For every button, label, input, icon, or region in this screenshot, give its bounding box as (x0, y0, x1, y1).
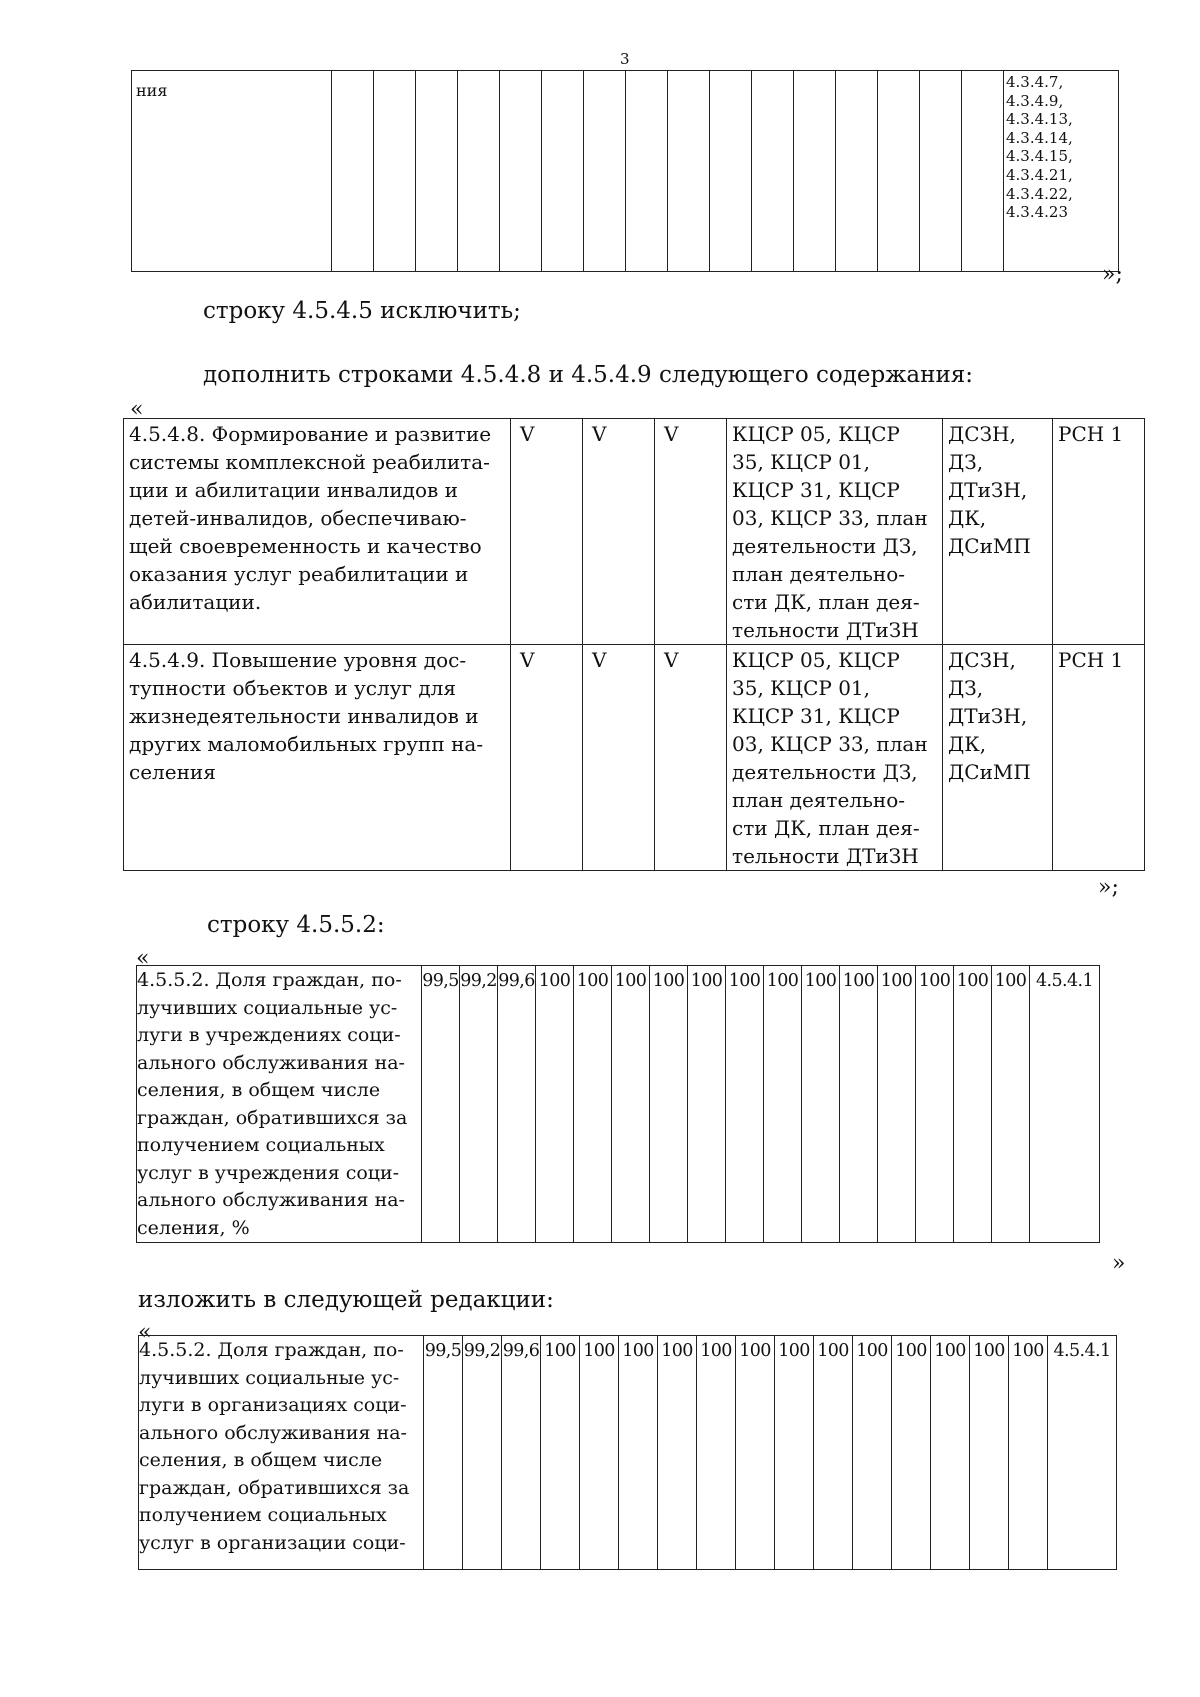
value-cell: 100 (892, 1336, 931, 1570)
value-cell: 100 (992, 966, 1030, 1243)
reference-line: 4.3.4.14, (1006, 128, 1073, 147)
measures-table (123, 418, 1145, 871)
text-line: луги в организациях соци- (139, 1394, 407, 1416)
reference-line: 4.3.4.7, (1006, 73, 1064, 91)
text-line: лучивших социальные ус- (139, 1366, 400, 1389)
table-row (124, 419, 1145, 645)
mark-cell: V (583, 645, 655, 871)
value-cell: 100 (612, 966, 650, 1243)
value-cell: 100 (840, 966, 878, 1243)
empty-cell (458, 71, 500, 272)
text-line: ального обслуживания на- (139, 1421, 407, 1444)
page-number: 3 (620, 50, 630, 68)
executors-cell (943, 419, 1053, 645)
text-line: тельности ДТиЗН (732, 618, 919, 642)
empty-cell (416, 71, 458, 272)
indicator-description-cell (139, 1336, 424, 1570)
reference-cell: 4.5.4.1 (1030, 966, 1100, 1243)
text-line: граждан, обратившихся за (139, 1476, 410, 1499)
mark-cell: V (655, 419, 727, 645)
text-line: ции и абилитации инвалидов и (129, 478, 458, 502)
value-cell: 100 (802, 966, 840, 1243)
paragraph-add: дополнить строками 4.5.4.8 и 4.5.4.9 следующего содержания: (203, 362, 974, 388)
text-line: ДСиМП (948, 534, 1031, 558)
value-cell: 100 (775, 1336, 814, 1570)
value-cell: 99,2 (460, 966, 498, 1243)
paragraph-exclude: строку 4.5.4.5 исключить; (203, 298, 521, 324)
text-line: луги в учреждениях соци- (137, 1024, 401, 1046)
reference-line: 4.3.4.9, (1006, 91, 1064, 110)
value-cell: 100 (658, 1336, 697, 1570)
text-line: 4.5.5.2. Доля граждан, по- (139, 1339, 404, 1361)
paragraph-edit: изложить в следующей редакции: (138, 1287, 554, 1313)
executors-cell (943, 645, 1053, 871)
reference-line: 4.3.4.21, (1006, 165, 1073, 184)
value-cell: 100 (736, 1336, 775, 1570)
text-line: ДСЗН, (948, 648, 1016, 672)
text-line: ального обслуживания на- (137, 1051, 405, 1074)
value-cell: 100 (580, 1336, 619, 1570)
text-line: детей-инвалидов, обеспечиваю- (129, 506, 467, 530)
text-line: деятельности ДЗ, (732, 534, 918, 558)
empty-cell (626, 71, 668, 272)
table-row (137, 966, 1100, 1243)
text-line: сти ДК, план дея- (732, 816, 920, 840)
text-line: лучивших социальные ус- (137, 996, 398, 1019)
text-line: получением социальных (139, 1504, 387, 1526)
empty-cell (920, 71, 962, 272)
text-line: КЦСР 05, КЦСР (732, 422, 900, 446)
text-line: 4.5.4.8. Формирование и развитие (129, 422, 492, 446)
text-line: ДЗ, (948, 450, 984, 474)
measure-description-cell (124, 645, 511, 871)
mark-cell: V (511, 645, 583, 871)
text-line: получением социальных (137, 1134, 385, 1156)
documents-cell (727, 645, 943, 871)
mark-cell: V (511, 419, 583, 645)
value-cell: 100 (814, 1336, 853, 1570)
value-cell: 100 (726, 966, 764, 1243)
value-cell: 100 (878, 966, 916, 1243)
value-cell: 100 (619, 1336, 658, 1570)
empty-cell (374, 71, 416, 272)
value-cell: 100 (536, 966, 574, 1243)
text-line: тельности ДТиЗН (732, 844, 919, 868)
opening-quote: « (130, 397, 144, 422)
text-line: других маломобильных групп на- (129, 732, 484, 756)
empty-cell (584, 71, 626, 272)
value-cell: 100 (650, 966, 688, 1243)
text-line: щей своевременность и качество (129, 534, 482, 558)
opening-quote: « (138, 1320, 152, 1345)
text-line: ДТиЗН, (948, 704, 1028, 728)
value-cell: 99,5 (422, 966, 460, 1243)
indicator-table-new (138, 1335, 1117, 1570)
mark-cell: V (583, 419, 655, 645)
empty-cell (752, 71, 794, 272)
text-line: граждан, обратившихся за (137, 1106, 408, 1129)
opening-quote: « (136, 946, 150, 971)
reference-line: 4.3.4.23 (1006, 203, 1069, 222)
text-line: КЦСР 31, КЦСР (732, 478, 900, 502)
text-line: селения, % (137, 1216, 250, 1239)
measure-description-cell (124, 419, 511, 645)
value-cell: 100 (764, 966, 802, 1243)
text-line: услуг в учреждения соци- (137, 1161, 400, 1184)
text-line: селения (129, 760, 216, 784)
closing-quote: »; (1102, 262, 1123, 287)
mark-cell: V (655, 645, 727, 871)
value-cell: 100 (1009, 1336, 1048, 1570)
reference-cell: 4.5.4.1 (1048, 1336, 1117, 1570)
code-cell: РСН 1 (1053, 419, 1145, 645)
text-line: 4.5.5.2. Доля граждан, по- (137, 969, 402, 991)
empty-cell (962, 71, 1004, 272)
value-cell: 100 (688, 966, 726, 1243)
text-line: услуг в организации соци- (139, 1531, 406, 1554)
empty-cell (542, 71, 584, 272)
continuation-table (131, 70, 1119, 272)
continuation-text-cell: ния (132, 71, 332, 272)
text-line: ДСиМП (948, 760, 1031, 784)
text-line: системы комплексной реабилита- (129, 450, 490, 474)
reference-line: 4.3.4.13, (1006, 110, 1073, 129)
text-line: КЦСР 05, КЦСР (732, 648, 900, 672)
empty-cell (332, 71, 374, 272)
table-row (139, 1336, 1117, 1570)
table-row (124, 645, 1145, 871)
text-line: 03, КЦСР 33, план (732, 506, 928, 530)
value-cell: 100 (697, 1336, 736, 1570)
closing-quote: »; (1098, 875, 1119, 900)
indicator-description-cell (137, 966, 422, 1243)
text-line: селения, в общем числе (137, 1079, 381, 1101)
value-cell: 100 (954, 966, 992, 1243)
text-line: ДТиЗН, (948, 478, 1028, 502)
value-cell: 99,6 (502, 1336, 541, 1570)
value-cell: 99,5 (424, 1336, 463, 1570)
text-line: ального обслуживания на- (137, 1189, 405, 1211)
text-line: 35, КЦСР 01, (732, 450, 871, 474)
value-cell: 99,6 (498, 966, 536, 1243)
reference-line: 4.3.4.15, (1006, 147, 1073, 166)
table-row (132, 71, 1119, 272)
value-cell: 100 (574, 966, 612, 1243)
empty-cell (878, 71, 920, 272)
documents-cell (727, 419, 943, 645)
text-line: 35, КЦСР 01, (732, 676, 871, 700)
text-line: план деятельно- (732, 788, 906, 812)
text-line: абилитации. (129, 590, 262, 614)
paragraph-row: строку 4.5.5.2: (207, 912, 385, 938)
empty-cell (836, 71, 878, 272)
reference-line: 4.3.4.22, (1006, 184, 1073, 203)
text-line: деятельности ДЗ, (732, 760, 918, 784)
text-line: КЦСР 31, КЦСР (732, 704, 900, 728)
text-line: оказания услуг реабилитации и (129, 562, 469, 586)
text-line: ДК, (948, 506, 987, 530)
text-line: 03, КЦСР 33, план (732, 732, 928, 756)
value-cell: 99,2 (463, 1336, 502, 1570)
empty-cell (668, 71, 710, 272)
empty-cell (710, 71, 752, 272)
text-line: 4.5.4.9. Повышение уровня дос- (129, 648, 467, 672)
text-line: ДСЗН, (948, 422, 1016, 446)
text-line: ДК, (948, 732, 987, 756)
closing-quote: » (1112, 1251, 1126, 1276)
text-line: селения, в общем числе (139, 1449, 383, 1471)
text-line: сти ДК, план дея- (732, 590, 920, 614)
value-cell: 100 (541, 1336, 580, 1570)
empty-cell (794, 71, 836, 272)
text-line: ДЗ, (948, 676, 984, 700)
text-line: жизнедеятельности инвалидов и (129, 704, 479, 728)
text-line: тупности объектов и услуг для (129, 676, 456, 700)
code-cell: РСН 1 (1053, 645, 1145, 871)
value-cell: 100 (970, 1336, 1009, 1570)
indicator-table-old (136, 965, 1100, 1243)
empty-cell (500, 71, 542, 272)
value-cell: 100 (916, 966, 954, 1243)
references-cell (1004, 71, 1119, 272)
value-cell: 100 (853, 1336, 892, 1570)
value-cell: 100 (931, 1336, 970, 1570)
text-line: план деятельно- (732, 562, 906, 586)
